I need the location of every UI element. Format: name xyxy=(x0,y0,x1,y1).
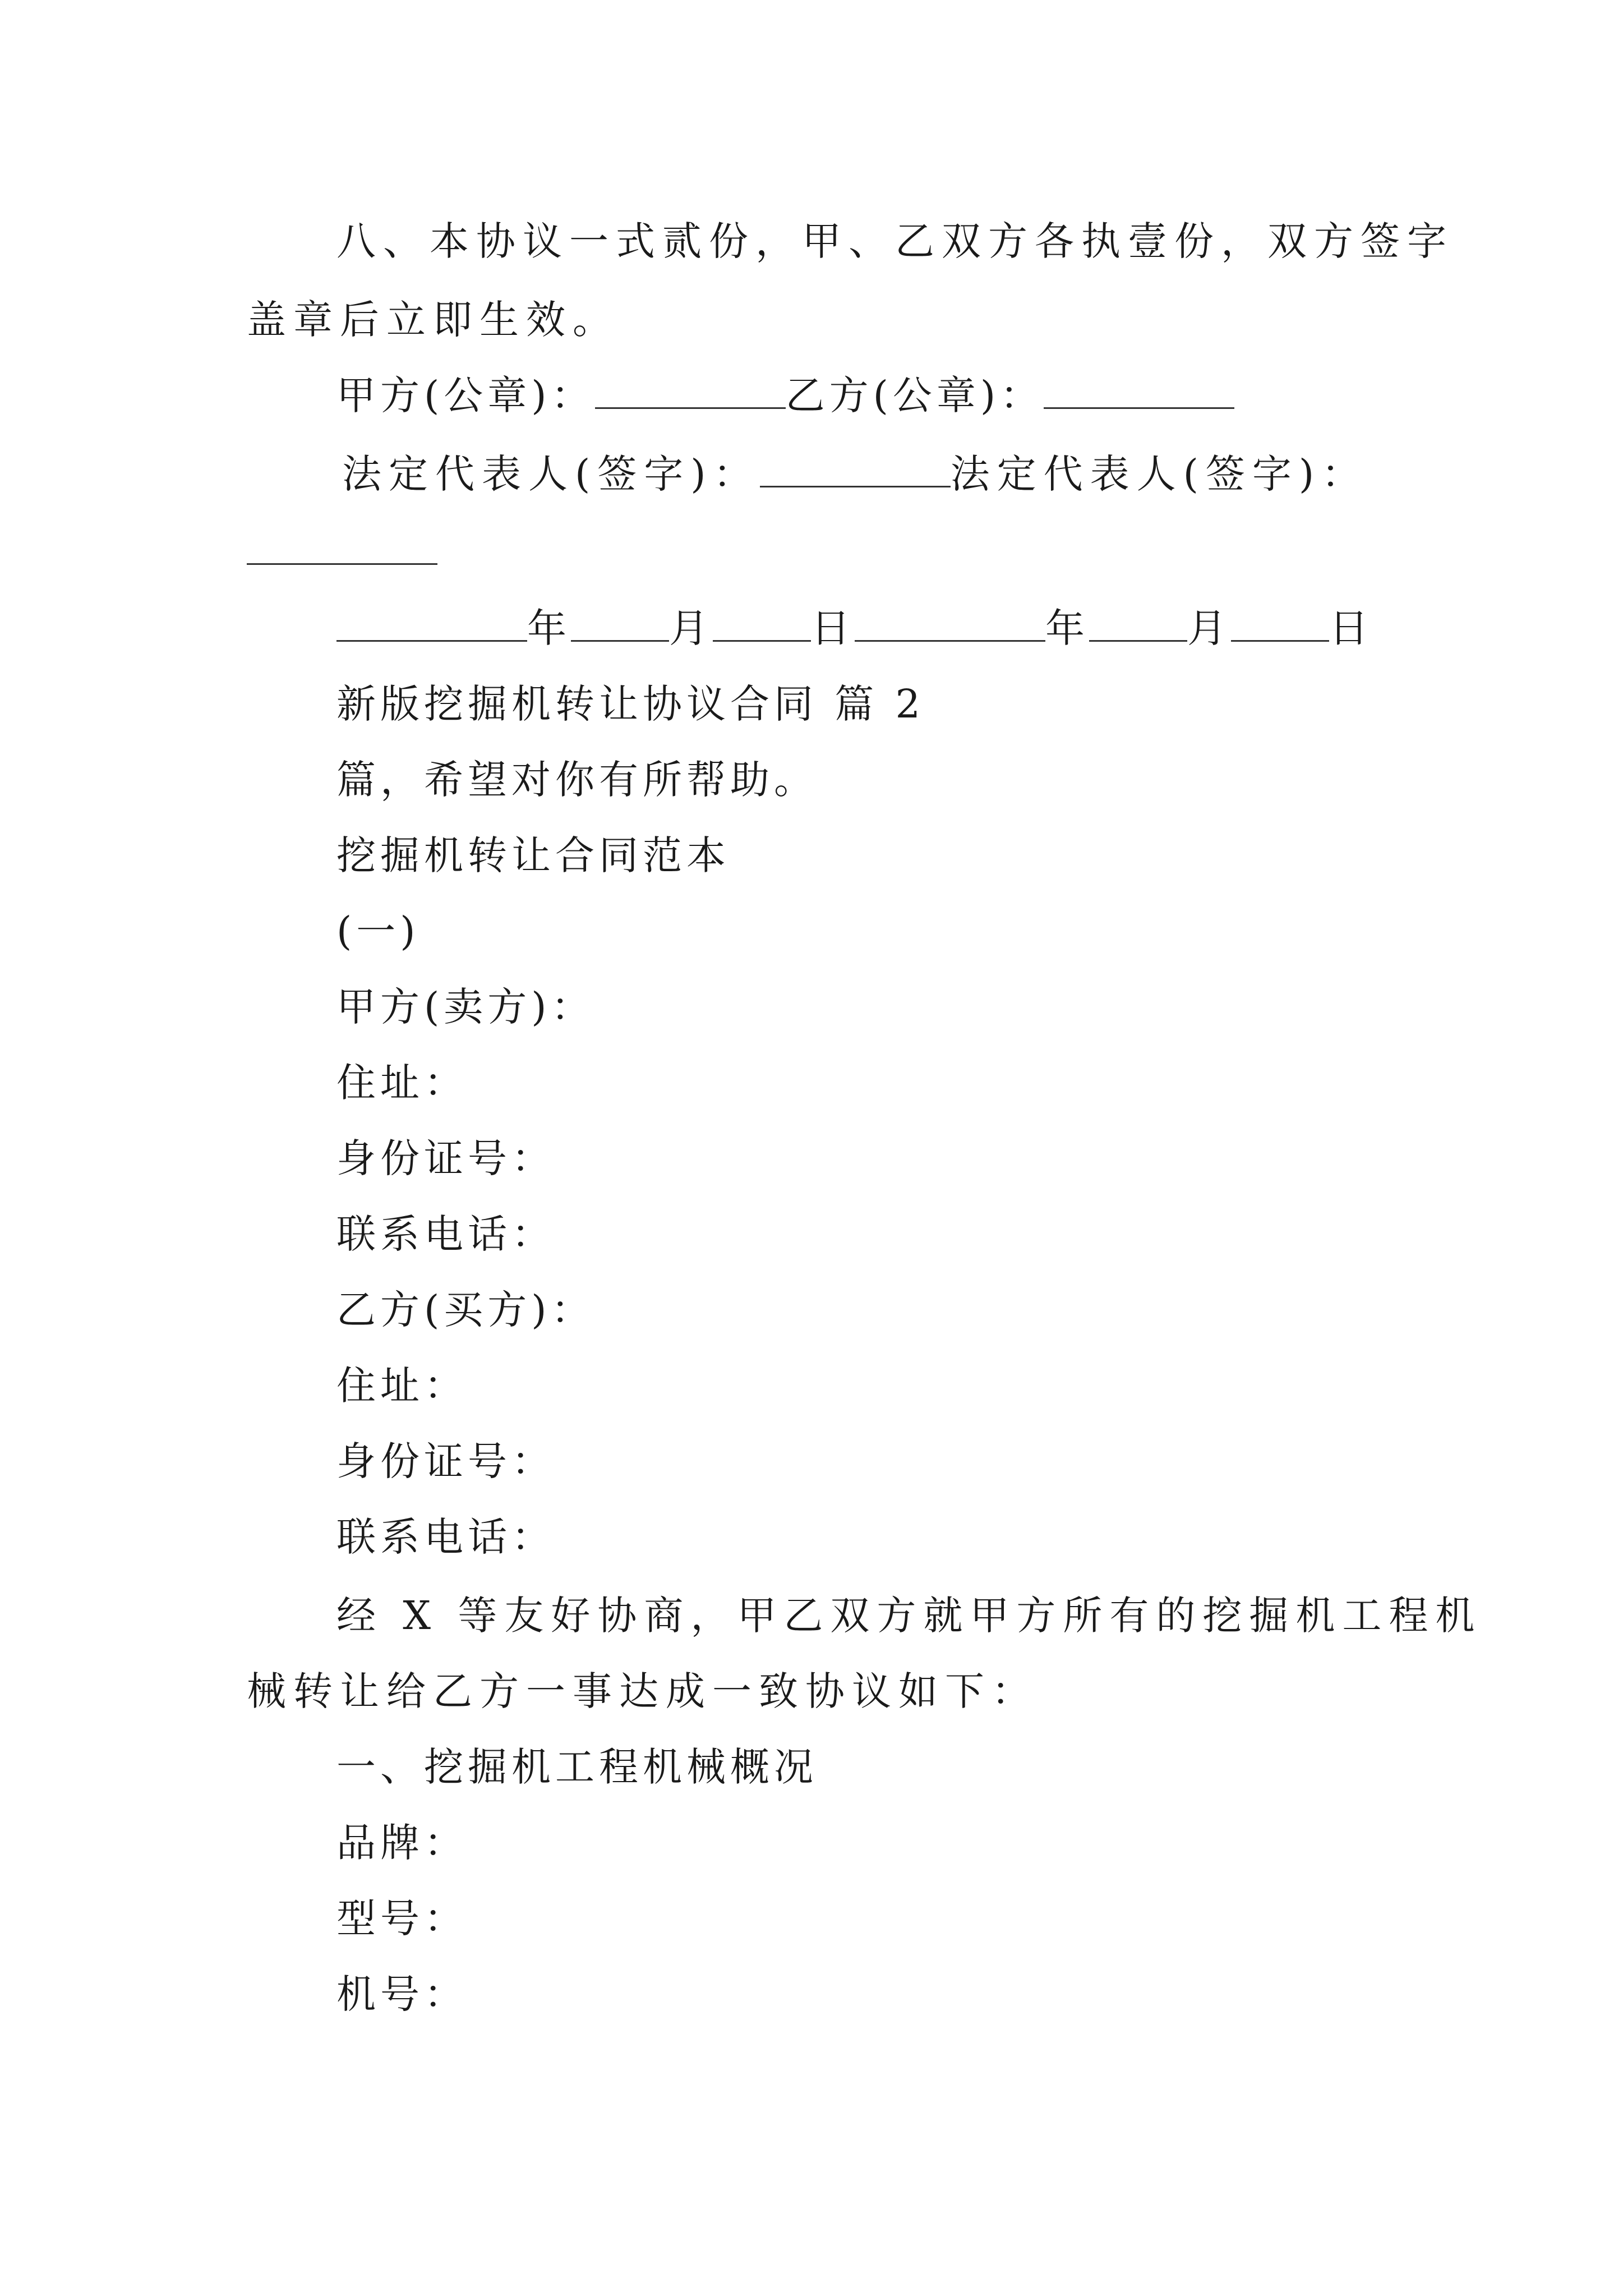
date-a-month-blank xyxy=(571,605,669,642)
party-b-seal-label: 乙方(公章)： xyxy=(785,372,1044,418)
party-b-seal-blank xyxy=(1044,372,1234,409)
party-a-rep-blank xyxy=(760,451,951,487)
seal-row xyxy=(336,370,1234,421)
date-b-day: 日 xyxy=(1329,605,1373,651)
machine-heading: 一、挖掘机工程机械概况 xyxy=(336,1744,818,1790)
buyer-address: 住址： xyxy=(336,1363,468,1409)
party-a-seal-label: 甲方(公章)： xyxy=(336,372,595,418)
date-b-day-blank xyxy=(1231,605,1329,642)
buyer-phone: 联系电话： xyxy=(336,1514,555,1560)
agreement-line-1: 经 X 等友好协商，甲乙双方就甲方所有的挖掘机工程机 xyxy=(336,1593,1482,1639)
seller-label: 甲方(卖方)： xyxy=(336,984,595,1030)
date-b-year: 年 xyxy=(1045,605,1089,651)
section-2-title: 新版挖掘机转让协议合同 篇 2 xyxy=(336,681,925,727)
representative-row xyxy=(342,449,1368,499)
date-a-year-blank xyxy=(336,605,527,642)
machine-brand: 品牌： xyxy=(336,1820,468,1866)
date-a-year: 年 xyxy=(527,605,571,651)
clause-8-line-1: 八、本协议一式贰份，甲、乙双方各执壹份，双方签字 xyxy=(336,218,1454,264)
section-2-intro: 篇，希望对你有所帮助。 xyxy=(336,757,818,803)
date-a-day: 日 xyxy=(811,605,855,651)
machine-serial: 机号： xyxy=(336,1971,468,2017)
party-a-rep-label: 法定代表人(签字)： xyxy=(342,451,760,497)
party-b-rep-label: 法定代表人(签字)： xyxy=(950,451,1368,497)
buyer-id-number: 身份证号： xyxy=(336,1438,555,1484)
date-b-month: 月 xyxy=(1187,605,1231,651)
party-a-seal-blank xyxy=(595,372,786,409)
date-a-month: 月 xyxy=(669,605,713,651)
seller-address: 住址： xyxy=(336,1060,468,1106)
buyer-label: 乙方(买方)： xyxy=(336,1287,595,1333)
party-b-rep-blank xyxy=(247,528,437,565)
seller-phone: 联系电话： xyxy=(336,1211,555,1257)
date-b-year-blank xyxy=(855,605,1045,642)
seller-id-number: 身份证号： xyxy=(336,1135,555,1181)
machine-model: 型号： xyxy=(336,1895,468,1941)
date-row xyxy=(336,603,1373,654)
agreement-line-2: 械转让给乙方一事达成一致协议如下： xyxy=(247,1668,1038,1714)
contract-subtitle: 挖掘机转让合同范本 xyxy=(336,832,730,878)
clause-8-line-2: 盖章后立即生效。 xyxy=(247,297,619,343)
representative-row-continued xyxy=(247,526,437,577)
date-a-day-blank xyxy=(713,605,811,642)
date-b-month-blank xyxy=(1089,605,1187,642)
contract-number: (一) xyxy=(336,908,420,954)
